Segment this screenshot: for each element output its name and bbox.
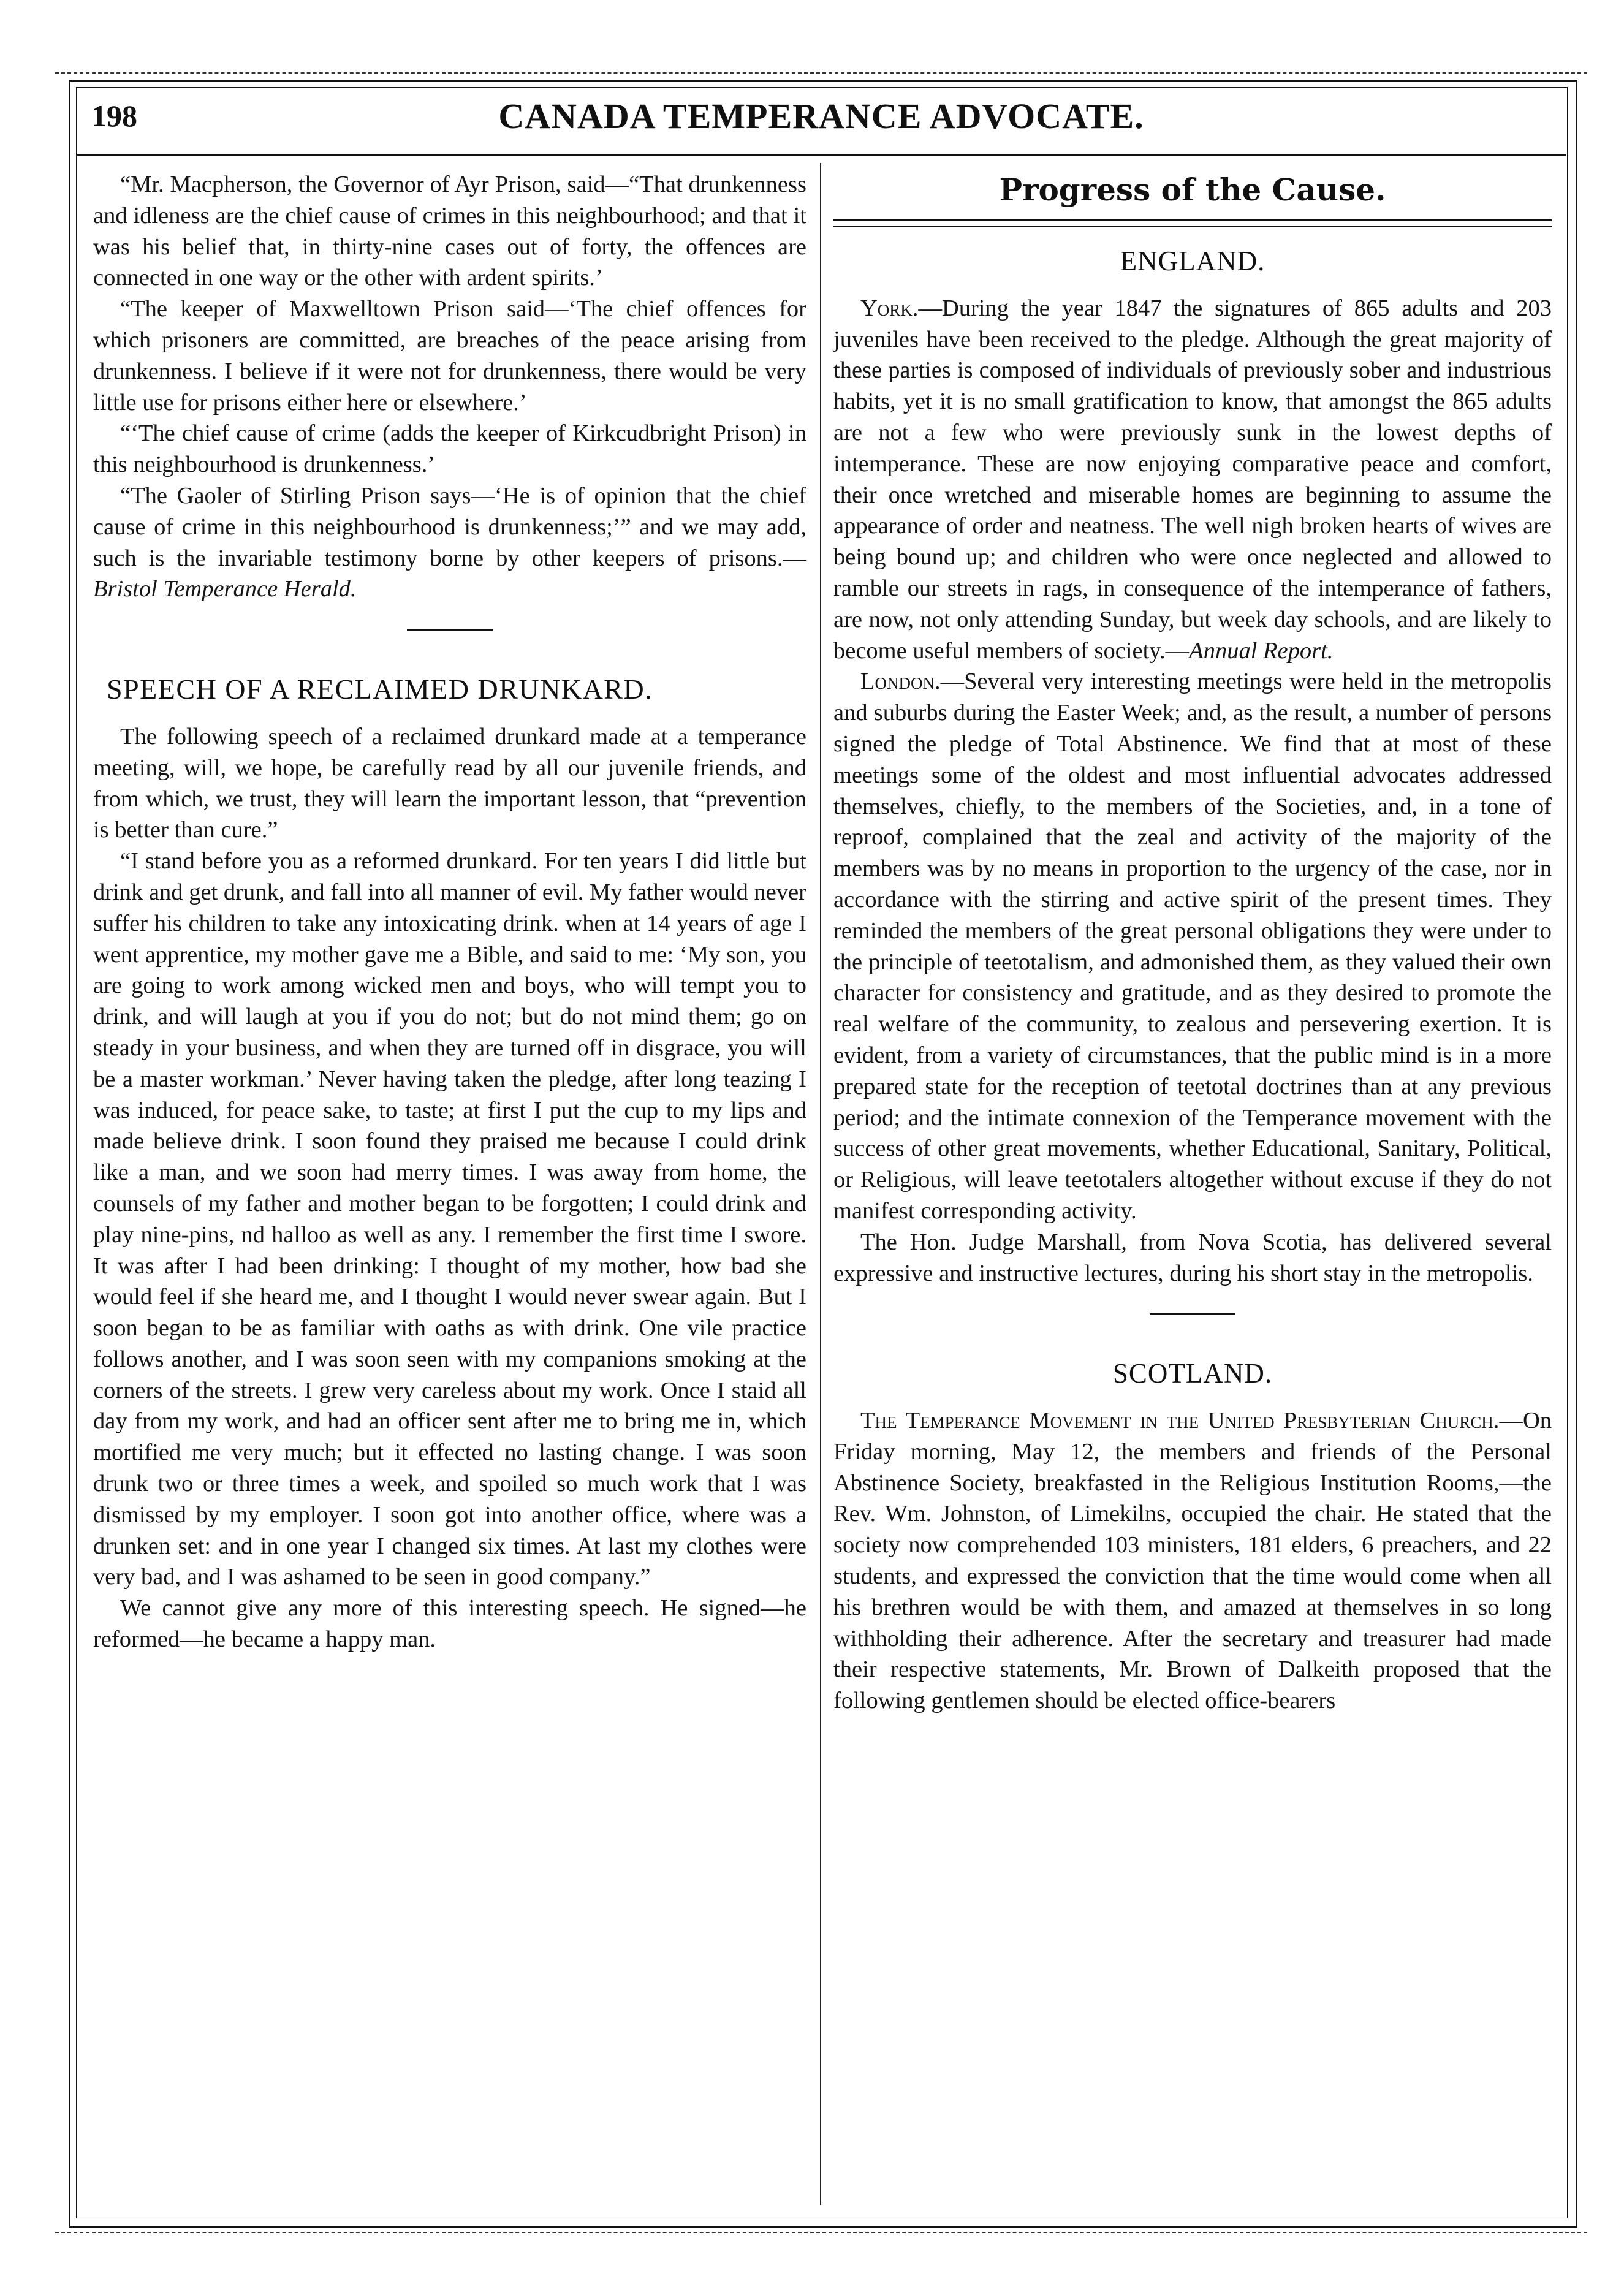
outer-dashed-rule-bottom [55, 2232, 1587, 2233]
speech-ending: We cannot give any more of this interesting speech. He signed—he reformed—he became a happy man. [93, 1595, 806, 1653]
progress-heading: Progress of the Cause. [999, 172, 1386, 208]
page-header [76, 91, 1566, 152]
header-rule [76, 154, 1566, 156]
marshall-paragraph: The Hon. Judge Marshall, from Nova Scotia, has delivered several expressive and instructive lectures, during his short stay in the metropolis. [833, 1229, 1552, 1286]
paragraph-kirkcudbright-prison: “‘The chief cause of crime (adds the keeper of Kirkcudbright Prison) in this neighbourhood is drunkenness.’ [93, 420, 806, 478]
section-separator [407, 629, 493, 631]
london-paragraph: London.—Several very interesting meetings were held in the metropolis and suburbs during the Easter Week; and, as the result, a number of persons signed the pledge of Total Abstinence. We find that at most of these meetings some of the oldest and most influential advocates addressed themselves, chiefly, to the members of the Societies, and, in a tone of reproof, complained that the zeal and activity of the majority of the members was by no means in proportion to the urgency of the case, nor in accordance with the stirring and active spirit of the present times. They reminded the members of the great personal obligations they were under to the principle of teetotalism, and admonished them, as they valued their own character for consistency and gratitude, and as they desired to promote the real welfare of the community, to zealous and persevering exertion. It is evident, from a variety of circumstances, that the public mind is in a more prepared state for the reception of teetotal doctrines than at any previous period; and the intimate connexion of the Temperance movement with the success of other great movements, whether Educational, Sanitary, Political, or Religious, will leave teetotalers altogether without excuse if they do not manifest corresponding activity. [833, 669, 1552, 1224]
right-column [833, 169, 1552, 1717]
speech-heading: SPEECH OF A RECLAIMED DRUNKARD. [107, 673, 653, 705]
york-label: York. [860, 295, 919, 321]
paragraph-maxwelltown-prison: “The keeper of Maxwelltown Prison said—‘The chief offences for which prisoners are committed, are breaches of the peace arising from drunkenness. I believe if it were not for drunkenness, there would be very little use for prisons either here or elsewhere.’ [93, 296, 806, 415]
outer-dashed-rule-top [55, 72, 1587, 74]
london-label: London. [860, 669, 941, 695]
left-column [93, 169, 806, 1655]
scotland-heading: SCOTLAND. [1112, 1358, 1273, 1389]
source-bristol-herald: Bristol Temperance Herald. [93, 576, 357, 602]
york-paragraph: York.—During the year 1847 the signatures of 865 adults and 203 juveniles have been received to the pledge. Although the great majority of these parties is composed of individuals of previously sober and industrious habits, yet it is no small gratification to know, that amongst the 865 adults are not a few who were previously sunk in the lowest depths of intemperance. These are now enjoying comparative peace and comfort, their once wretched and miserable homes are beginning to assume the appearance of order and neatness. The well nigh broken hearts of wives are being bound up; and children who were once neglected and allowed to ramble our streets in rags, in consequence of the intemperance of fathers, are now, not only attending Sunday, but week day schools, and are likely to become useful members of society.—Annual Report. [833, 295, 1552, 664]
scotland-label: The Temperance Movement in the United Presbyterian Church. [860, 1408, 1500, 1434]
speech-body: “I stand before you as a reformed drunkard. For ten years I did little but drink and get drunk, and fall into all manner of evil. My father would never suffer his children to take any intoxicating drink. when at 14 years of age I went apprentice, my mother gave me a Bible, and said to me: ‘My son, you are going to work among wicked men and boys, who will tempt you to drink, and will laugh at you if you do not; but do not mind them; go on steady in your business, and when they are turned off in disgrace, you will be a master workman.’ Never having taken the pledge, after long teazing I was induced, for peace sake, to taste; at first I put the cup to my lips and made believe drink. I soon found they praised me because I could drink like a man, and we soon had merry times. I was away from home, the counsels of my father and mother began to be forgotten; I could drink and play nine-pins, nd halloo as well as any. I remember the first time I swore. It was after I had been drinking: I thought of my mother, how bad she would feel if she heard me, and I thought I would never swear again. But I soon began to be as familiar with oaths as with drink. One vile practice follows another, and I was soon seen with my companions smoking at the corners of the streets. I grew very careless about my work. Once I staid all day from my work, and had an officer sent after me to bring me in, which mortified me very much; but it effected no lasting change. I was soon drunk two or three times a week, and spoiled so much work that I was dismissed by my employer. I soon got into another office, where was a drunken set: and in one year I changed six times. At last my clothes were very bad, and I was ashamed to be seen in good company.” [93, 848, 806, 1590]
journal-title: CANADA TEMPERANCE ADVOCATE. [498, 96, 1144, 136]
scotland-paragraph: The Temperance Movement in the United Presbyterian Church.—On Friday morning, May 12, the members and friends of the Personal Abstinence Society, breakfasted in the Religious Institution Rooms,—the Rev. Wm. Johnston, of Limekilns, occupied the chair. He stated that the society now comprehended 103 ministers, 181 elders, 6 preachers, and 22 students, and expressed the conviction that the time would come when all his brethren would be with them, and amazed at themselves in so long withholding their adherence. After the secretary and treasurer had made their respective statements, Mr. Brown of Dalkeith proposed that the following gentlemen should be elected office-bearers [833, 1408, 1552, 1714]
section-separator [1150, 1313, 1235, 1315]
column-divider [820, 163, 821, 2205]
progress-double-rule [833, 219, 1552, 227]
page-number: 198 [91, 99, 137, 133]
source-annual-report: Annual Report. [1189, 637, 1334, 664]
speech-intro: The following speech of a reclaimed drunkard made at a temperance meeting, will, we hope, be carefully read by all our juvenile friends, and from which, we trust, they will learn the important lesson, that “prevention is better than cure.” [93, 723, 806, 843]
england-heading: ENGLAND. [1120, 246, 1265, 276]
paragraph-stirling-prison: “The Gaoler of Stirling Prison says—‘He is of opinion that the chief cause of crime in this neighbourhood is drunkenness;’” and we may add, such is the invariable testimony borne by other keepers of prisons.—Bristol Temperance Herald. [93, 482, 806, 602]
paragraph-ayr-prison: “Mr. Macpherson, the Governor of Ayr Prison, said—“That drunkenness and idleness are the chief cause of crimes in this neighbourhood; and that it was his belief that, in thirty-nine cases out of forty, the offences are connected in one way or the other with ardent spirits.’ [93, 172, 806, 291]
